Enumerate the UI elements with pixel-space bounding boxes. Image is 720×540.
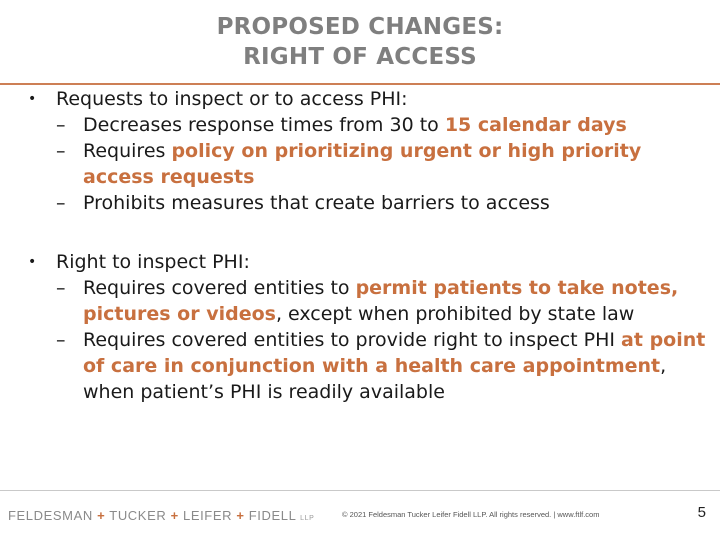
bullet-heading: Requests to inspect or to access PHI: [56,88,408,110]
sub-bullet [28,327,708,405]
page-number: 5 [697,504,706,521]
firm-name-part: FIDELL [248,508,296,523]
sub-bullet [28,138,708,190]
bullet-section-1 [28,86,708,112]
sub-bullet-dash: – [56,329,66,351]
firm-name-part: LEIFER [182,508,233,523]
sub-bullet [28,275,708,327]
sub-bullet-text: Decreases response times from 30 to [83,114,445,136]
bullet-dot: • [28,91,37,107]
plus-separator: + [236,508,245,523]
sub-bullet-highlight: at point of care in conjunction with a health care appointment [83,329,706,377]
bullet-list [28,86,708,405]
firm-name-part: FELDESMAN [8,508,93,523]
firm-name-part: TUCKER [109,508,167,523]
sub-bullet [28,190,708,216]
bullet-section-2 [28,249,708,275]
title-divider [0,83,720,85]
sub-bullet-highlight: 15 calendar days [444,114,627,136]
firm-logo [8,508,314,523]
bullet-heading: Right to inspect PHI: [56,251,250,273]
slide-title [0,12,720,72]
sub-bullet-text: Prohibits measures that create barriers to access [83,192,550,214]
sub-bullet-text: Requires covered entities to [83,277,356,299]
sub-bullet-text: , when patient’s PHI is readily available [83,355,667,403]
sub-bullet-highlight: permit patients to take notes, pictures or videos [83,277,679,325]
copyright-notice: © 2021 Feldesman Tucker Leifer Fidell LLP. All rights reserved. | www.ftlf.com [342,510,600,519]
sub-bullet-text: Requires [83,140,172,162]
firm-llp: LLP [300,515,315,522]
sub-bullet [28,112,708,138]
bullet-dot: • [28,254,37,270]
sub-bullet-text: , except when prohibited by state law [275,303,635,325]
sub-bullet-dash: – [56,114,66,136]
sub-bullet-dash: – [56,192,66,214]
sub-bullet-text: Requires covered entities to provide right to inspect PHI [83,329,622,351]
plus-separator: + [97,508,106,523]
slide-title-line-1: PROPOSED CHANGES: [216,14,504,40]
sub-bullet-dash: – [56,277,66,299]
footer-divider [0,490,720,491]
slide-title-line-2: RIGHT OF ACCESS [243,44,477,70]
sub-bullet-dash: – [56,140,66,162]
plus-separator: + [170,508,179,523]
sub-bullet-highlight: policy on prioritizing urgent or high priority access requests [83,140,642,188]
